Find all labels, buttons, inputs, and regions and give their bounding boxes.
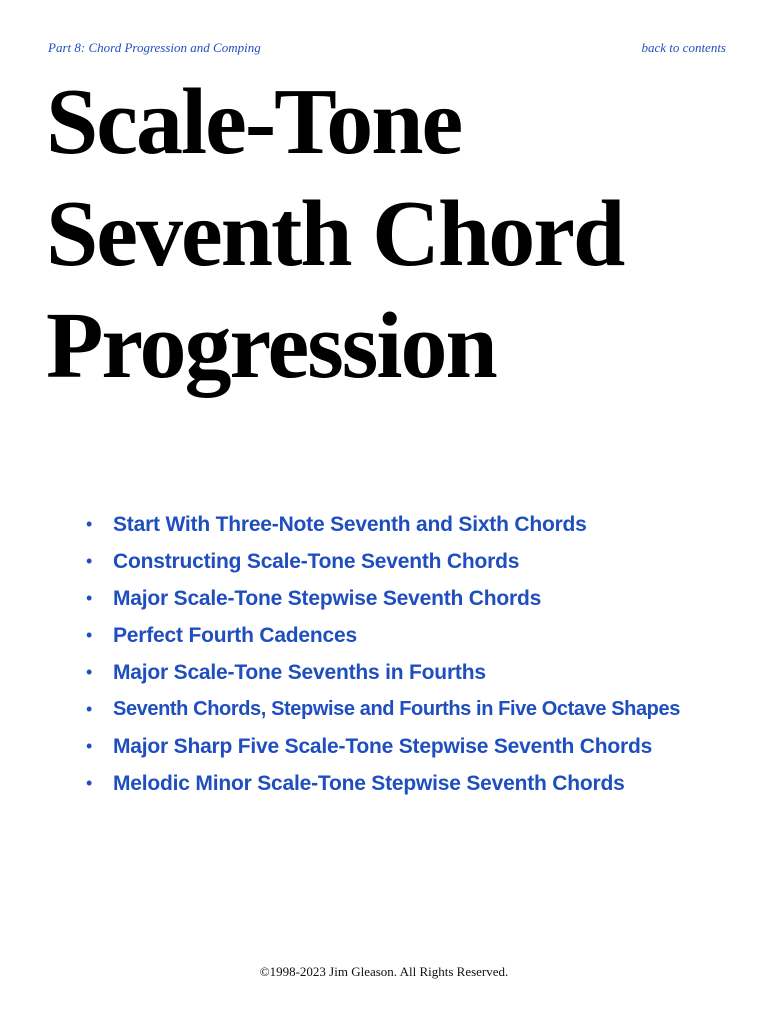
topic-link-constructing-chords[interactable]: Constructing Scale-Tone Seventh Chords: [113, 550, 520, 573]
list-item: [86, 543, 680, 580]
topic-link-three-note-chords[interactable]: Start With Three-Note Seventh and Sixth Chords: [113, 513, 587, 536]
page-title-line-2: Seventh Chord: [46, 182, 624, 286]
list-item: [86, 728, 680, 765]
back-to-contents-link[interactable]: back to contents: [641, 40, 726, 55]
copyright-footer: ©1998-2023 Jim Gleason. All Rights Reserved.: [259, 964, 509, 979]
list-item: [86, 691, 680, 728]
page-title-line-1: Scale-Tone: [46, 70, 462, 174]
topic-link-five-octave-shapes[interactable]: Seventh Chords, Stepwise and Fourths in Five Octave Shapes: [113, 698, 680, 720]
bullet-icon: •: [86, 514, 93, 534]
list-item: [86, 506, 680, 543]
topic-link-sharp-five-stepwise[interactable]: Major Sharp Five Scale-Tone Stepwise Seventh Chords: [113, 735, 653, 758]
topic-link-sevenths-in-fourths[interactable]: Major Scale-Tone Sevenths in Fourths: [113, 661, 486, 684]
page-title: [46, 66, 746, 402]
topic-list: [86, 506, 680, 802]
bullet-icon: •: [86, 588, 93, 608]
topic-link-major-stepwise[interactable]: Major Scale-Tone Stepwise Seventh Chords: [113, 587, 542, 610]
topic-link-perfect-fourth-cadences[interactable]: Perfect Fourth Cadences: [113, 624, 357, 647]
list-item: [86, 654, 680, 691]
bullet-icon: •: [86, 736, 93, 756]
bullet-icon: •: [86, 773, 93, 793]
page-title-line-3: Progression: [46, 294, 496, 398]
list-item: [86, 580, 680, 617]
topic-link-melodic-minor-stepwise[interactable]: Melodic Minor Scale-Tone Stepwise Seventh Chords: [113, 772, 625, 795]
section-breadcrumb-link[interactable]: Part 8: Chord Progression and Comping: [48, 40, 261, 55]
bullet-icon: •: [86, 551, 93, 571]
bullet-icon: •: [86, 625, 93, 645]
list-item: [86, 617, 680, 654]
bullet-icon: •: [86, 662, 93, 682]
bullet-icon: •: [86, 699, 93, 719]
list-item: [86, 765, 680, 802]
